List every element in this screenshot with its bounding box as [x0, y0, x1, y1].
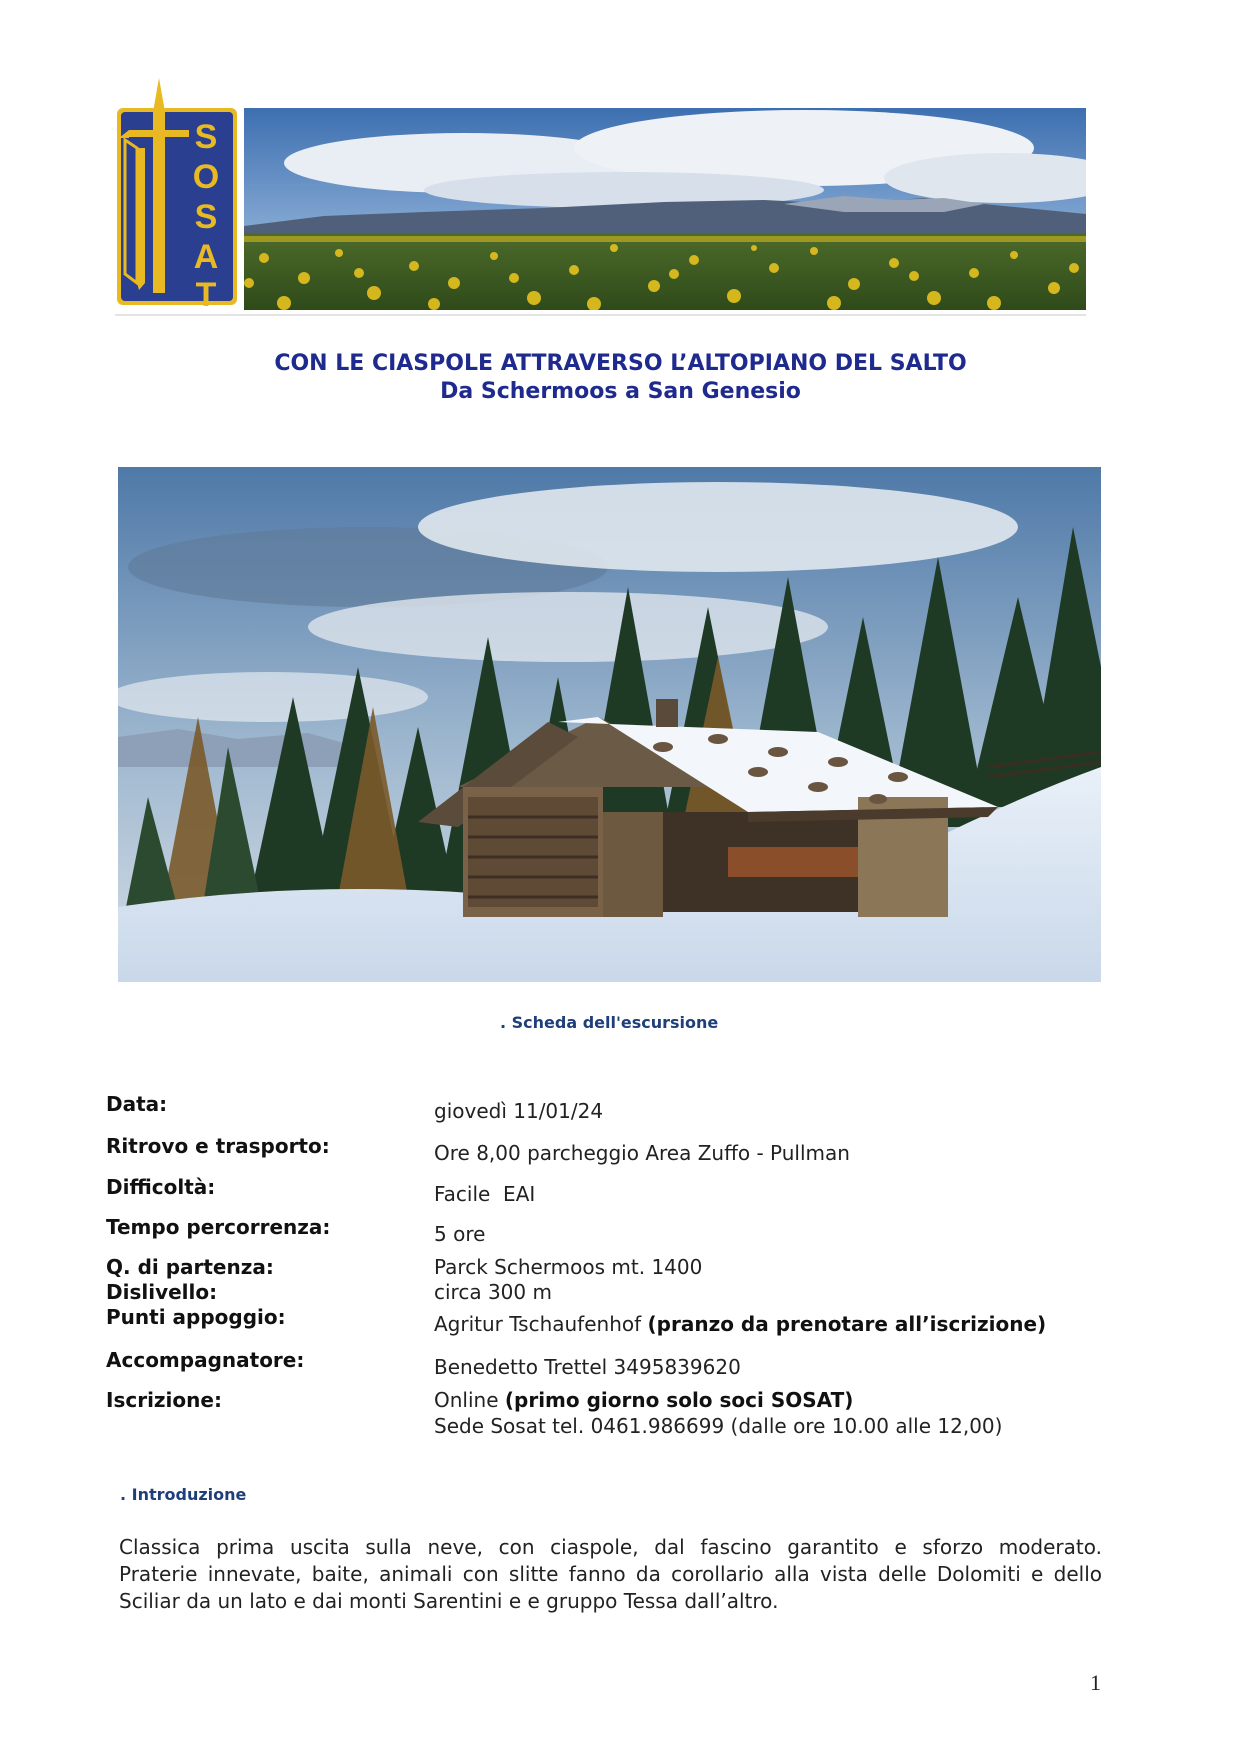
intro-line: Classica prima uscita sulla neve, con ciaspole, dal fascino garantito e sforzo moderato.: [119, 1535, 1102, 1559]
header-divider: [115, 314, 1086, 316]
value-appoggio-text: Agritur Tschaufenhof: [434, 1312, 642, 1336]
section-heading-scheda: . Scheda dell'escursione: [500, 1013, 719, 1032]
value-appoggio-note: (pranzo da prenotare all’iscrizione): [647, 1312, 1047, 1336]
label-appoggio: Punti appoggio:: [106, 1305, 286, 1329]
logo-letter: A: [193, 238, 219, 276]
logo-letter: O: [192, 158, 220, 196]
section-heading-introduzione: . Introduzione: [120, 1485, 247, 1504]
value-iscrizione-note: (primo giorno solo soci SOSAT): [504, 1388, 854, 1412]
page-number: 1: [1090, 1670, 1101, 1695]
label-tempo: Tempo percorrenza:: [106, 1215, 331, 1239]
value-data: giovedì 11/01/24: [434, 1099, 604, 1123]
label-data: Data:: [106, 1092, 168, 1116]
label-iscrizione: Iscrizione:: [106, 1388, 222, 1412]
main-photo: [118, 467, 1101, 982]
document-subtitle: Da Schermoos a San Genesio: [440, 379, 801, 404]
value-appoggio: [434, 1312, 1046, 1336]
value-tempo: 5 ore: [434, 1222, 486, 1246]
document-title: CON LE CIASPOLE ATTRAVERSO L’ALTOPIANO DEL SALTO: [274, 351, 967, 376]
banner-photo: [244, 108, 1086, 310]
label-accompagnatore: Accompagnatore:: [106, 1348, 305, 1372]
logo-letter: T: [195, 276, 217, 309]
value-iscrizione: [434, 1388, 853, 1412]
sosat-logo: [115, 78, 239, 309]
label-dislivello: Dislivello:: [106, 1280, 218, 1304]
label-partenza: Q. di partenza:: [106, 1255, 274, 1279]
value-dislivello: circa 300 m: [434, 1280, 552, 1304]
intro-line: Praterie innevate, baite, animali con slitte fanno da corollario alla vista delle Dolomiti e dello: [119, 1562, 1102, 1586]
value-accompagnatore: Benedetto Trettel 3495839620: [434, 1355, 741, 1379]
intro-paragraph: [119, 1534, 1102, 1615]
value-iscrizione-text: Online: [434, 1388, 499, 1412]
label-ritrovo: Ritrovo e trasporto:: [106, 1134, 330, 1158]
label-difficolta: Difficoltà:: [106, 1175, 216, 1199]
logo-letter: S: [194, 198, 218, 236]
value-difficolta: Facile EAI: [434, 1182, 536, 1206]
intro-line: Sciliar da un lato e dai monti Sarentini e e gruppo Tessa dall’altro.: [119, 1589, 779, 1613]
value-partenza: Parck Schermoos mt. 1400: [434, 1255, 703, 1279]
value-ritrovo: Ore 8,00 parcheggio Area Zuffo - Pullman: [434, 1141, 850, 1165]
logo-letter: S: [194, 118, 218, 156]
value-iscrizione-sede: Sede Sosat tel. 0461.986699 (dalle ore 10.00 alle 12,00): [434, 1414, 1003, 1438]
